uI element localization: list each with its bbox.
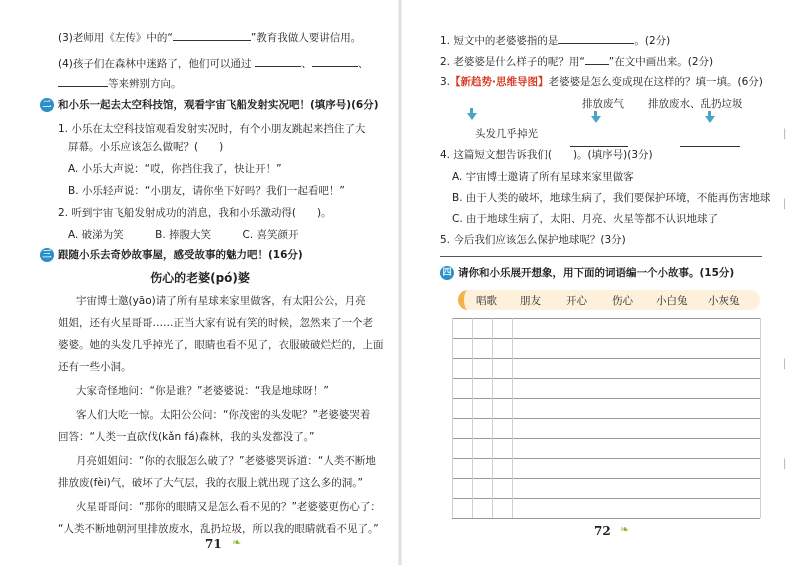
story-title: 伤心的老婆(pó)婆: [150, 271, 250, 285]
mindmap-blank-1[interactable]: [570, 136, 628, 147]
story-para2: 大家奇怪地问：“你是谁？”老婆婆说：“我是地球呀！”: [76, 385, 329, 397]
answer-line-q5[interactable]: [440, 256, 762, 257]
section-4-heading: [440, 266, 734, 280]
r3-trend-tag: 【新趋势·思维导图】: [450, 76, 549, 88]
writing-grid[interactable]: [452, 318, 760, 518]
grid-vline: [492, 318, 493, 518]
story-para1-line1: 宇宙博士邀(yāo)请了所有星球来家里做客，有太阳公公，月亮: [76, 295, 366, 307]
r-question-3: [440, 75, 763, 89]
story-para1-line3: 婆婆。她的头发几乎掉光了，眼睛也看不见了，衣服破破烂烂的，上面: [58, 339, 384, 351]
section-2-title: 和小乐一起去太空科技馆，观看宇宙飞船发射实况吧！(填序号)(6分): [58, 99, 379, 111]
r-question-2: [440, 54, 713, 69]
grid-line: [452, 438, 760, 439]
q1-line2: 屏幕。小乐应该怎么做呢？( ): [68, 141, 224, 153]
story-para3-line2: 回答：“人类一直砍伐(kǎn fá)森林，我的头发都没了。”: [58, 431, 315, 443]
q2-options[interactable]: A. 破涕为笑 B. 捧腹大笑 C. 喜笑颜开: [68, 229, 299, 241]
section-4-badge: 四: [440, 266, 454, 280]
mindmap-arrow-3: [705, 116, 715, 123]
word-shang-xin: 伤心: [612, 295, 633, 307]
grid-line: [452, 318, 760, 319]
q1-option-b[interactable]: B. 小乐轻声说：“小朋友，请你坐下好吗？我们一起看吧！”: [68, 185, 345, 197]
question-4-line2: [58, 76, 182, 91]
q3-prefix: (3)老师用《左传》中的“: [58, 32, 173, 44]
story-para4-line2: 排放废(fèi)气，破坏了大气层，我的衣服上就出现了这么多的洞。”: [58, 477, 363, 489]
word-xiao-bai-tu: 小白兔: [656, 295, 688, 307]
r4-option-c[interactable]: C. 由于地球生病了，太阳、月亮、火星等都不认识地球了: [452, 213, 719, 225]
r1-text: 1. 短文中的老婆婆指的是: [440, 35, 559, 47]
edge-mark: │: [782, 200, 788, 210]
r2-suffix: ”在文中画出来。(2分): [608, 56, 714, 68]
word-xiao-hui-tu: 小灰兔: [708, 295, 740, 307]
word-chang-ge: 唱歌: [476, 295, 497, 307]
r1-suffix: 。(2分): [634, 35, 671, 47]
q4-text: (4)孩子们在森林中迷路了，他们可以通过: [58, 58, 252, 70]
section-4-title: 请你和小乐展开想象，用下面的词语编一个小故事。(15分): [458, 267, 735, 279]
story-para4-line1: 月亮姐姐问：“你的衣服怎么破了？”老婆婆哭诉道：“人类不断地: [76, 455, 376, 467]
grid-line: [452, 338, 760, 339]
mindmap-arrow-2: [591, 116, 601, 123]
grid-line: [452, 518, 760, 519]
question-3-fill: [58, 30, 361, 45]
section-2-heading: [40, 98, 379, 112]
grid-line: [452, 358, 760, 359]
q3-blank[interactable]: [173, 30, 251, 41]
story-para3-line1: 客人们大吃一惊。太阳公公问：“你茂密的头发呢？”老婆婆哭着: [76, 409, 371, 421]
grid-line: [452, 398, 760, 399]
q4-line2-suffix: 等来辨别方向。: [108, 78, 182, 90]
grid-line: [452, 418, 760, 419]
edge-mark: │: [782, 360, 788, 370]
word-peng-you: 朋友: [520, 295, 541, 307]
grid-vline: [472, 318, 473, 518]
story-para1-line2: 姐姐，还有火星哥哥……正当大家有说有笑的时候，忽然来了一个老: [58, 317, 373, 329]
r-question-4: 4. 这篇短文想告诉我们( )。(填序号)(3分): [440, 149, 653, 161]
q1-line1: 1. 小乐在太空科技馆观看发射实况时，有个小朋友跳起来挡住了大: [58, 123, 366, 135]
page-number-left: 71: [205, 537, 222, 551]
grid-line: [452, 458, 760, 459]
sprout-icon-right: ❧: [620, 523, 630, 536]
q4-sep-1: 、: [301, 58, 312, 70]
q4-blank-1[interactable]: [255, 56, 301, 67]
mindmap-cause-exhaust: 排放废气: [582, 98, 624, 110]
q2-line: 2. 听到宇宙飞船发射成功的消息，我和小乐激动得( )。: [58, 207, 332, 219]
section-2-badge: 二: [40, 98, 54, 112]
mindmap-blank-2[interactable]: [680, 136, 740, 147]
q1-option-a[interactable]: A. 小乐大声说：“哎，你挡住我了，快让开！”: [68, 163, 282, 175]
r3-prefix: 3.: [440, 76, 451, 88]
r4-option-a[interactable]: A. 宇宙博士邀请了所有星球来家里做客: [452, 171, 634, 183]
grid-line: [452, 478, 760, 479]
r1-blank[interactable]: [558, 33, 634, 44]
mindmap-cause-water-trash: 排放废水、乱扔垃圾: [648, 98, 743, 110]
r2-prefix: 2. 老婆婆是什么样子的呢？用“: [440, 56, 585, 68]
r-question-1: [440, 33, 670, 48]
grid-line: [452, 378, 760, 379]
story-para5-line2: “人类不断地朝河里排放废水，乱扔垃圾，所以我的眼睛就看不见了。”: [58, 523, 379, 535]
section-3-heading: [40, 248, 303, 262]
section-3-badge: 三: [40, 248, 54, 262]
grid-vline: [760, 318, 761, 518]
grid-vline: [512, 318, 513, 518]
word-kai-xin: 开心: [566, 295, 587, 307]
grid-line: [452, 498, 760, 499]
story-para1-line4: 还有一些小洞。: [58, 361, 132, 373]
edge-mark: │: [782, 130, 788, 140]
mindmap-arrow-1: [467, 113, 477, 120]
mindmap-result-hair: 头发几乎掉光: [475, 128, 538, 140]
story-para5-line1: 火星哥哥问：“那你的眼睛又是怎么看不见的？”老婆婆更伤心了：: [76, 501, 381, 513]
r3-suffix: 老婆婆是怎么变成现在这样的？填一填。(6分): [548, 76, 763, 88]
q3-suffix: ”教育我做人要讲信用。: [250, 32, 362, 44]
q4-blank-2[interactable]: [312, 56, 358, 67]
edge-mark: │: [782, 460, 788, 470]
q4-sep-2: 、: [357, 58, 369, 70]
sprout-icon: ❧: [232, 536, 242, 549]
section-3-title: 跟随小乐去奇妙故事屋，感受故事的魅力吧！(16分): [58, 249, 303, 261]
r-question-5: 5. 今后我们应该怎么保护地球呢？(3分): [440, 234, 626, 246]
grid-vline: [452, 318, 453, 518]
r4-option-b[interactable]: B. 由于人类的破坏，地球生病了，我们要保护环境，不能再伤害地球: [452, 192, 771, 204]
question-4-fill: [58, 56, 368, 71]
q4-blank-3[interactable]: [58, 76, 108, 87]
r2-blank[interactable]: [585, 54, 609, 65]
page-number-right: 72: [594, 524, 611, 538]
